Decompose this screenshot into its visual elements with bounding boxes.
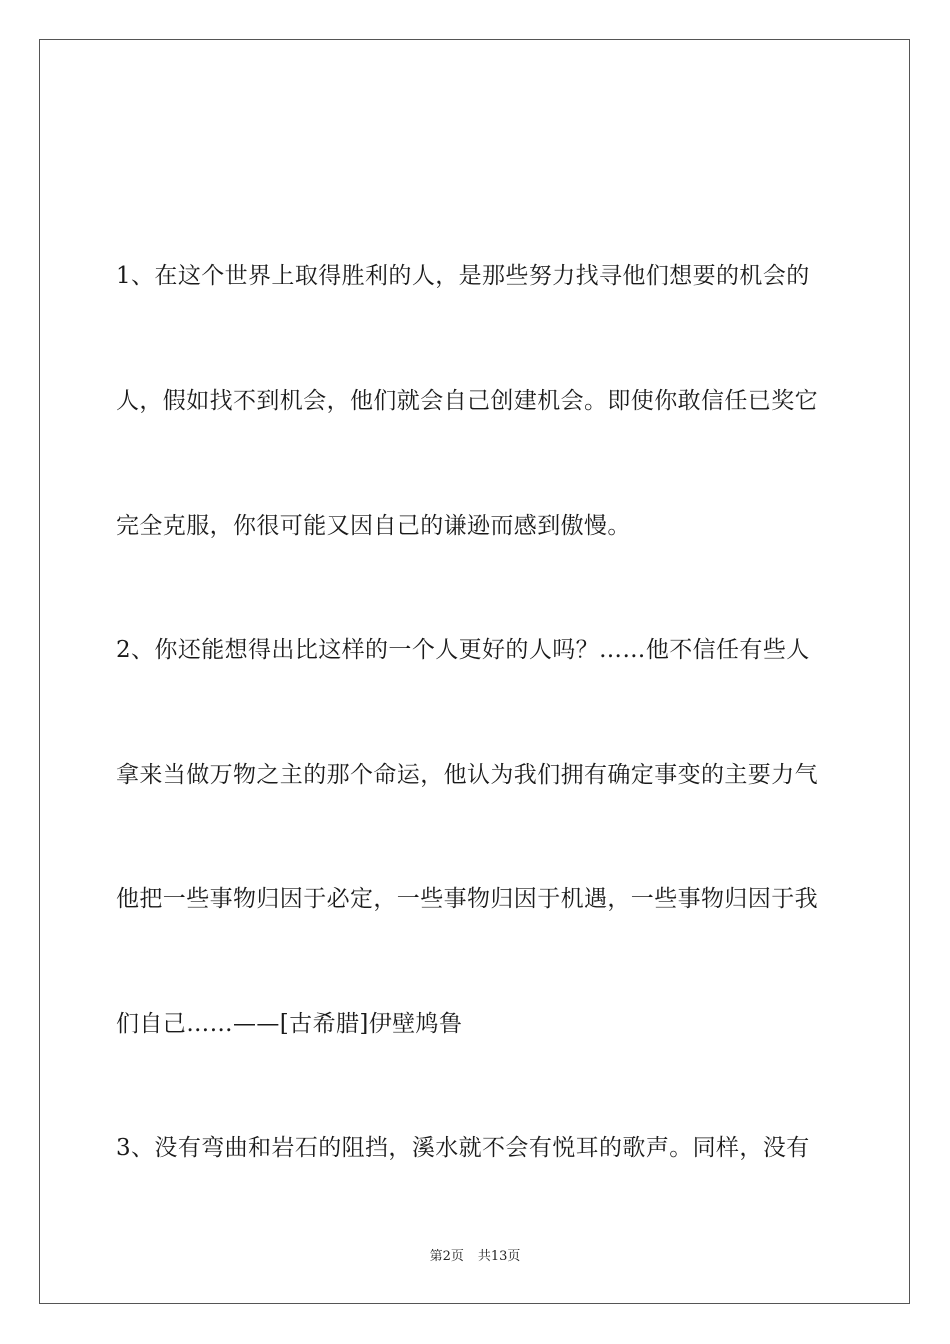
body-line-6: 他把一些事物归因于必定，一些事物归因于机遇，一些事物归因于我 <box>116 886 818 912</box>
page-number: 第2页 <box>429 1249 464 1264</box>
page-total: 共13页 <box>477 1249 521 1264</box>
body-line-2: 人，假如找不到机会，他们就会自己创建机会。即使你敢信任已奖它 <box>116 388 818 414</box>
body-line-7: 们自己……——[古希腊]伊壁鸠鲁 <box>116 1011 463 1037</box>
body-line-8: 3、没有弯曲和岩石的阻挡，溪水就不会有悦耳的歌声。同样，没有 <box>116 1135 810 1161</box>
body-line-1: 1、在这个世界上取得胜利的人，是那些努力找寻他们想要的机会的 <box>116 263 810 289</box>
page-frame <box>39 39 910 1304</box>
body-line-3: 完全克服，你很可能又因自己的谦逊而感到傲慢。 <box>116 513 631 539</box>
page-footer <box>0 1248 950 1266</box>
body-line-4: 2、你还能想得出比这样的一个人更好的人吗？……他不信任有些人 <box>116 637 810 663</box>
body-line-5: 拿来当做万物之主的那个命运，他认为我们拥有确定事变的主要力气 <box>116 762 818 788</box>
